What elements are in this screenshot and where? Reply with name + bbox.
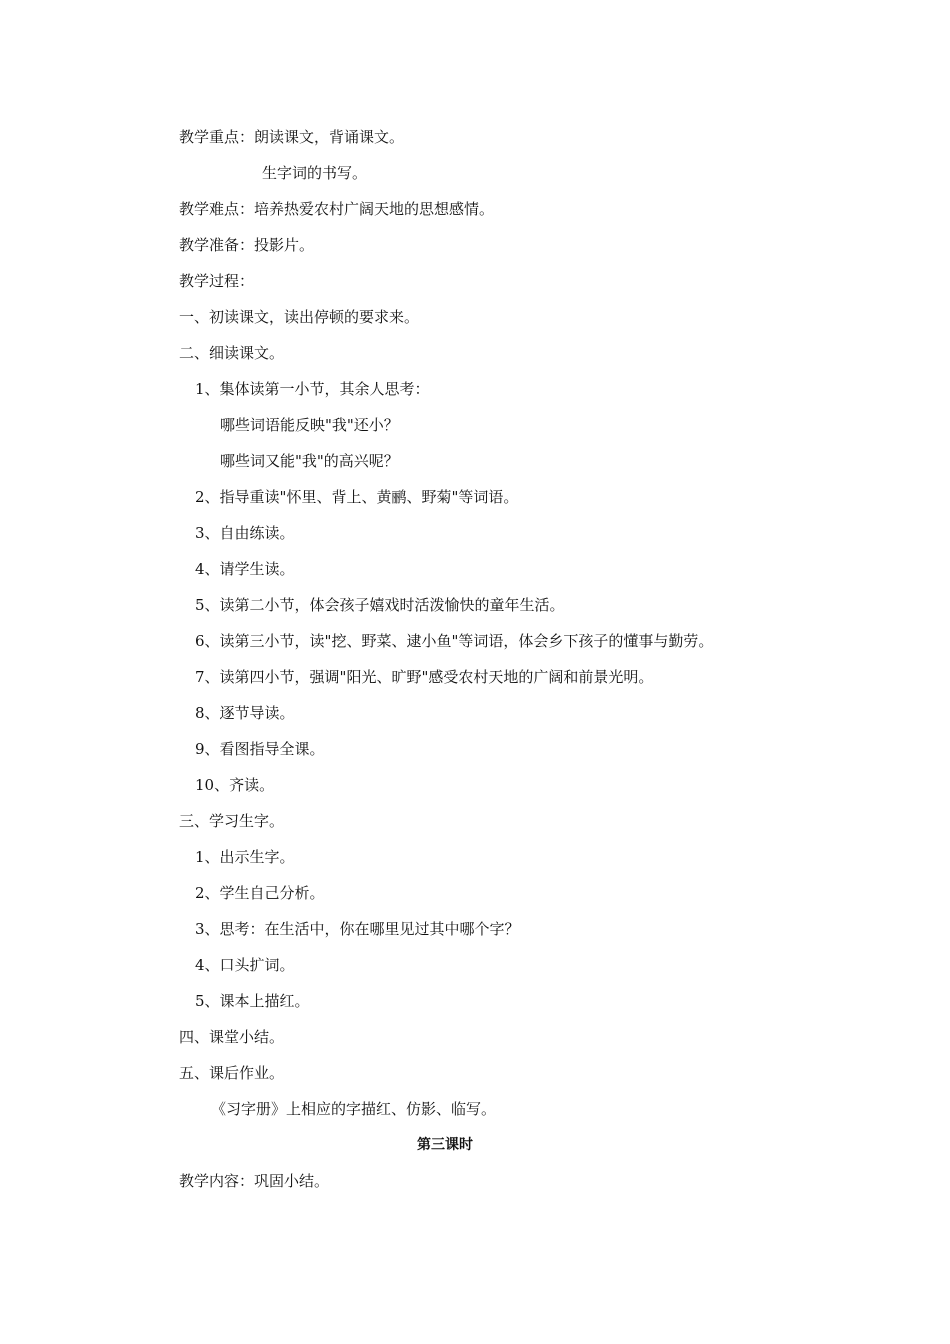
list-item: 7、读第四小节，强调"阳光、旷野"感受农村天地的广阔和前景光明。 bbox=[195, 668, 654, 686]
list-item: 10、齐读。 bbox=[195, 776, 275, 794]
list-item: 1、集体读第一小节，其余人思考： bbox=[195, 380, 430, 398]
list-item: 3、自由练读。 bbox=[195, 524, 295, 542]
section-one: 一、初读课文，读出停顿的要求来。 bbox=[179, 308, 420, 326]
teaching-focus-continued: 生字词的书写。 bbox=[262, 164, 368, 182]
homework-detail: 《习字册》上相应的字描红、仿影、临写。 bbox=[211, 1100, 497, 1118]
list-item: 5、读第二小节，体会孩子嬉戏时活泼愉快的童年生活。 bbox=[195, 596, 565, 614]
teaching-preparation-line: 教学准备：投影片。 bbox=[179, 236, 315, 254]
list-item: 6、读第三小节，读"挖、野菜、逮小鱼"等词语，体会乡下孩子的懂事与勤劳。 bbox=[195, 632, 714, 650]
section-five: 五、课后作业。 bbox=[179, 1064, 285, 1082]
teaching-process-label: 教学过程： bbox=[179, 272, 255, 290]
teaching-focus-line: 教学重点：朗读课文，背诵课文。 bbox=[179, 128, 405, 146]
list-item: 4、请学生读。 bbox=[195, 560, 295, 578]
teaching-difficulty-line: 教学难点：培养热爱农村广阔天地的思想感情。 bbox=[179, 200, 495, 218]
list-item: 1、出示生字。 bbox=[195, 848, 295, 866]
question-item: 哪些词语能反映"我"还小？ bbox=[220, 416, 399, 434]
list-item: 2、学生自己分析。 bbox=[195, 884, 325, 902]
teaching-content-line: 教学内容：巩固小结。 bbox=[179, 1172, 330, 1190]
question-item: 哪些词又能"我"的高兴呢？ bbox=[220, 452, 399, 470]
section-four: 四、课堂小结。 bbox=[179, 1028, 285, 1046]
list-item: 3、思考：在生活中，你在哪里见过其中哪个字？ bbox=[195, 920, 520, 938]
section-two: 二、细读课文。 bbox=[179, 344, 285, 362]
list-item: 2、指导重读"怀里、背上、黄鹂、野菊"等词语。 bbox=[195, 488, 519, 506]
list-item: 5、课本上描红。 bbox=[195, 992, 310, 1010]
list-item: 8、逐节导读。 bbox=[195, 704, 295, 722]
list-item: 4、口头扩词。 bbox=[195, 956, 295, 974]
list-item: 9、看图指导全课。 bbox=[195, 740, 325, 758]
lesson-heading: 第三课时 bbox=[417, 1137, 473, 1153]
section-three: 三、学习生字。 bbox=[179, 812, 285, 830]
